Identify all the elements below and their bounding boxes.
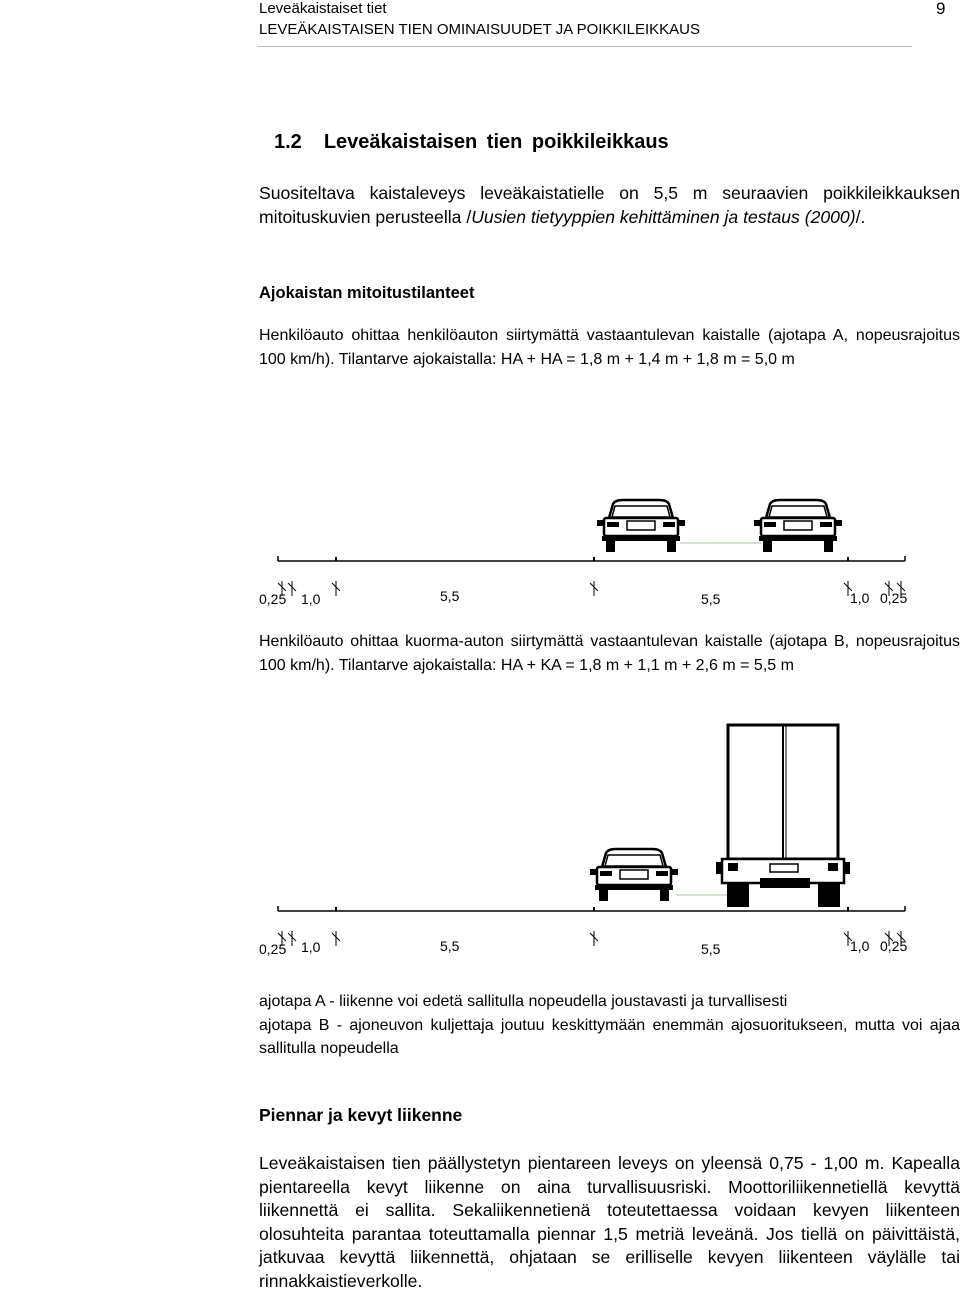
dim-a-shoulder-left: 0,25 — [259, 591, 287, 607]
note-a: ajotapa A - liikenne voi edetä sallitulla nopeudella joustavasti ja turvallisesti — [259, 993, 788, 1010]
dim-b-shoulder-right: 0,25 — [880, 938, 908, 954]
document-title: Leveäkaistaiset tiet — [259, 0, 387, 17]
dim-b-lane-right: 5,5 — [701, 941, 721, 957]
subheading-shoulder: Piennar ja kevyt liikenne — [259, 1105, 463, 1125]
dim-a-edge-left: 1,0 — [301, 591, 321, 607]
dim-b-lane-left: 5,5 — [440, 938, 460, 954]
dim-a-lane-left: 5,5 — [440, 588, 460, 604]
dim-a-edge-right: 1,0 — [850, 590, 870, 606]
diagram-b — [278, 725, 905, 946]
dim-b-edge-left: 1,0 — [301, 939, 321, 955]
case-a-paragraph: Henkilöauto ohittaa henkilöauton siirtymättä vastaantulevan kaistalle (ajotapa A, nopeusrajoitus 100 km/h). Tilantarve ajokaistalla: HA + HA = 1,8 m + 1,4 m + 1,8 m = 5,0 m — [259, 327, 960, 368]
shoulder-paragraph: Leveäkaistaisen tien päällystetyn pientareen leveys on yleensä 0,75 - 1,00 m. Kapealla pientareella kevyt liikenne on aina turvallisuusriski. Moottoriliikennetiellä kevyttä liikennettä ei sallita. Sekaliikennetienä toteutettaessa voidaan kevyen liikenteen olosuhteita parantaa toteuttamalla piennar 1,5 metriä leveänä. Jos tiellä on päivittäistä, jatkuvaa kevyttä liikennettä, ohjataan se erilliselle kevyen liikenteen väylälle tai rinnakkaistieverkolle. — [259, 1153, 960, 1291]
dim-b-shoulder-left: 0,25 — [259, 941, 287, 957]
note-b: ajotapa B - ajoneuvon kuljettaja joutuu keskittymään enemmän ajosuoritukseen, mutta voi ajaa sallitulla nopeudella — [259, 1016, 960, 1057]
intro-citation: Uusien tietyyppien kehittäminen ja testaus (2000) — [471, 206, 856, 227]
page-number: 9 — [936, 0, 946, 18]
dim-a-lane-right: 5,5 — [701, 591, 721, 607]
diagram-a — [278, 500, 905, 596]
case-b-paragraph: Henkilöauto ohittaa kuorma-auton siirtymättä vastaantulevan kaistalle (ajotapa B, nopeusrajoitus 100 km/h). Tilantarve ajokaistalla: HA + KA = 1,8 m + 1,1 m + 2,6 m = 5,5 m — [259, 633, 960, 674]
notes — [259, 990, 960, 1061]
subheading-lanes: Ajokaistan mitoitustilanteet — [259, 284, 475, 302]
section-title: Leveäkaistaisen tien poikkileikkaus — [323, 131, 669, 153]
passenger-car-2 — [754, 500, 842, 552]
section-number: 1.2 — [274, 131, 302, 153]
dim-a-shoulder-right: 0,25 — [880, 590, 908, 606]
truck — [716, 725, 850, 907]
document-subtitle: LEVEÄKAISTAISEN TIEN OMINAISUUDET JA POIKKILEIKKAUS — [259, 21, 700, 38]
passenger-car-3 — [590, 849, 678, 901]
intro-paragraph: Suositeltava kaistaleveys leveäkaistatielle on 5,5 m seuraavien poikkileikkauksen mitoituskuvien perusteella /Uusien tietyyppien kehittäminen ja testaus (2000)/. — [259, 183, 960, 227]
dim-b-edge-right: 1,0 — [850, 938, 870, 954]
passenger-car-1 — [597, 500, 685, 552]
